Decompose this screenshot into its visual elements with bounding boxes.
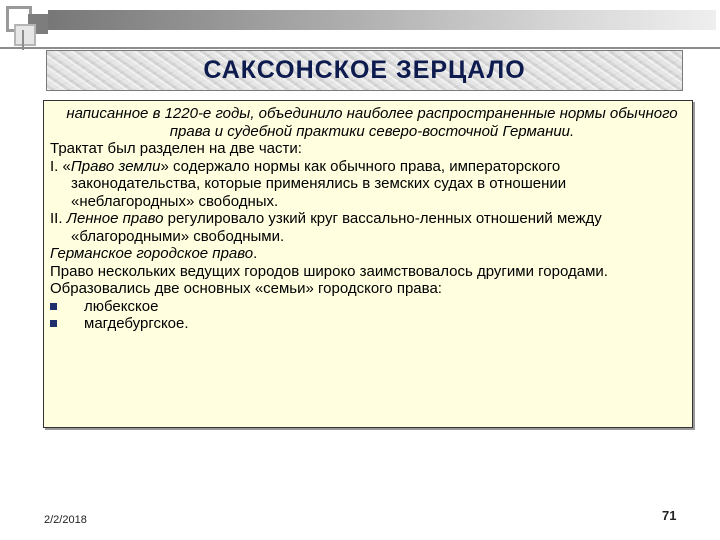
paragraph-city-law [50, 245, 684, 263]
decor-square-light [14, 24, 36, 46]
part-two-text: регулировало узкий круг вассально-ленных отношений между «благородными» свободными. [71, 210, 602, 245]
paragraph-borrowed: Право нескольких ведущих городов широко заимствовалось другими городами. [50, 262, 608, 280]
city-law-dot: . [253, 245, 258, 262]
square-bullet-icon [50, 303, 57, 310]
slide-date: 2/2/2018 [44, 514, 87, 526]
header-vertical-line [22, 30, 24, 50]
slide-title: САКСОНСКОЕ ЗЕРЦАЛО [203, 56, 526, 84]
list-item-label: магдебургское. [84, 315, 189, 332]
part-two-number: II. [50, 210, 67, 227]
header-gradient-stripe [48, 10, 716, 30]
intro-paragraph: написанное в 1220-е годы, объединило наиболее распространенные нормы обычного права и судебной практики северо-восточной Германии. [66, 105, 678, 140]
list-item-label: любекское [84, 297, 159, 315]
header-divider [0, 47, 720, 49]
paragraph-treatise: Трактат был разделен на две части: [50, 140, 302, 157]
part-one-term: Право земли [70, 157, 161, 175]
page-number: 71 [662, 508, 677, 523]
content-box [43, 100, 693, 428]
title-bar [46, 50, 683, 91]
paragraph-part-two [50, 210, 684, 245]
list-item [50, 315, 684, 333]
paragraph-families: Образовались две основных «семьи» городского права: [50, 280, 442, 297]
paragraph-part-one [50, 158, 684, 211]
part-one-number: I. « [50, 157, 71, 175]
square-bullet-icon [50, 320, 57, 327]
part-two-term: Ленное право [66, 210, 164, 227]
list-item [50, 298, 684, 316]
part-one-text: » содержало нормы как обычного права, императорского законодательства, которые применялись в земских судах в отношении «неблагородных» свободных. [71, 157, 567, 210]
city-law-term: Германское городское право [50, 245, 254, 262]
